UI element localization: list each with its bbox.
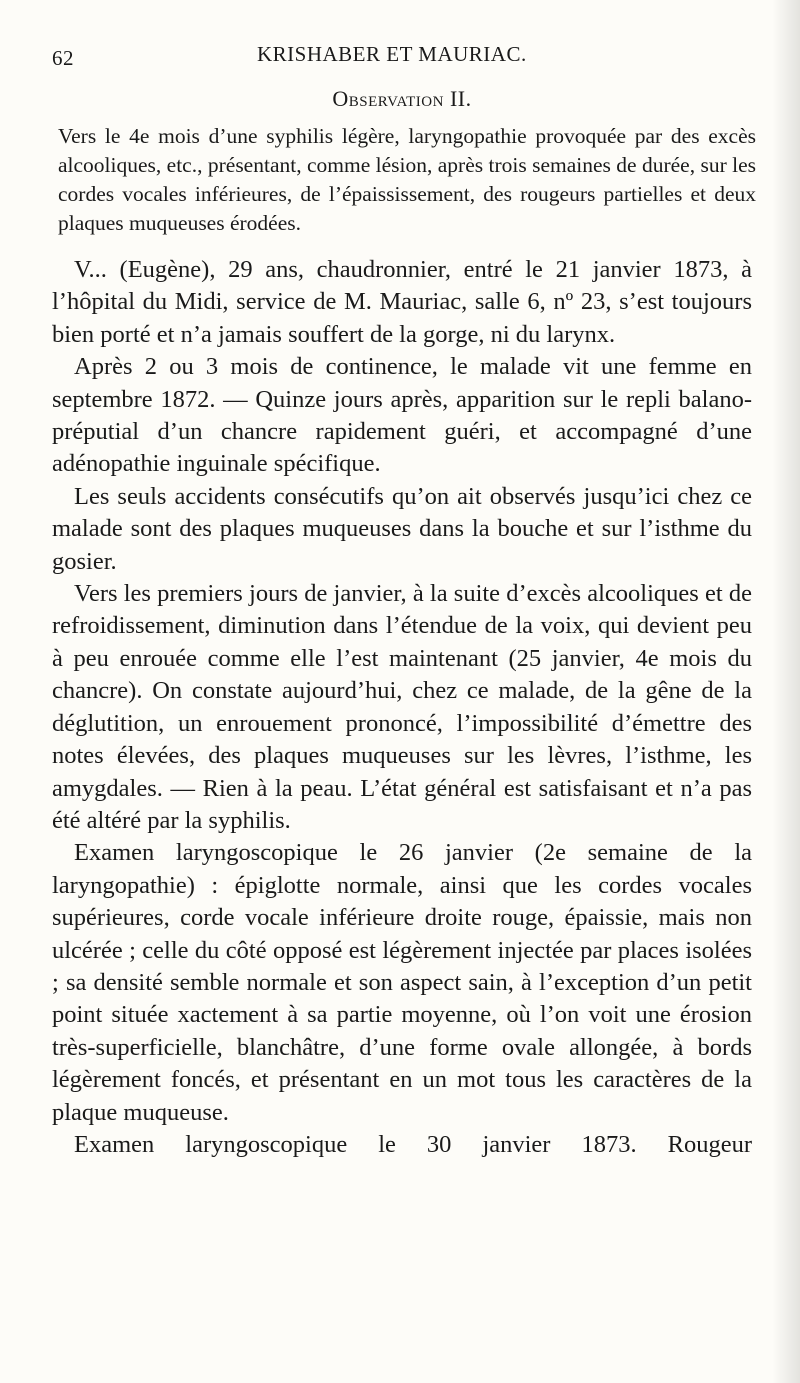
page-edge-shadow bbox=[772, 0, 800, 1383]
observation-summary: Vers le 4e mois d’une syphilis légère, laryngopathie provoquée par des excès alcooliques, etc., présentant, comme lésion, après trois semaines de durée, sur les cordes vocales inférieures, de l’épaississement, des rougeurs partielles et deux plaques muqueuses érodées. bbox=[58, 124, 756, 235]
running-head: KRISHABER ET MAURIAC. bbox=[257, 42, 527, 66]
paragraph: Examen laryngoscopique le 30 janvier 1873. Rougeur bbox=[74, 1130, 752, 1158]
page-number: 62 bbox=[52, 46, 74, 70]
paragraph: V... (Eugène), 29 ans, chaudronnier, entré le 21 janvier 1873, à l’hôpital du Midi, service de M. Mauriac, salle 6, nº 23, s’est toujours bien porté et n’a jamais souffert de la gorge, ni du larynx. bbox=[52, 256, 752, 348]
paragraph: Après 2 ou 3 mois de continence, le malade vit une femme en septembre 1872. — Quinze jours après, apparition sur le repli balano-préputial d’un chancre rapidement guéri, et accompagné d’une adénopathie inguinale spécifique. bbox=[52, 353, 752, 478]
paragraph: Examen laryngoscopique le 26 janvier (2e semaine de la laryngopathie) : épiglotte normale, ainsi que les cordes vocales supérieures, corde vocale inférieure droite rouge, épaissie, mais non ulcérée ; celle du côté opposé est légèrement injectée par places isolées ; sa densité semble normale et son aspect sain, à l’exception d’un petit point située xactement à sa partie moyenne, où l’on voit une érosion très-superficielle, blanchâtre, d’une forme ovale allongée, à bords légèrement foncés, et présentant en un mot tous les caractères de la plaque muqueuse. bbox=[52, 839, 752, 1126]
section-title: Observation II. bbox=[332, 86, 472, 111]
paragraph: Vers les premiers jours de janvier, à la suite d’excès alcooliques et de refroidissement, diminution dans l’étendue de la voix, qui devient peu à peu enrouée comme elle l’est maintenant (25 janvier, 4e mois du chancre). On constate aujourd’hui, chez ce malade, de la gêne de la déglutition, un enrouement prononcé, l’impossibilité d’émettre des notes élevées, des plaques muqueuses sur les lèvres, l’isthme, les amygdales. — Rien à la peau. L’état général est satisfaisant et n’a pas été altéré par la syphilis. bbox=[52, 580, 752, 834]
page-header bbox=[52, 30, 752, 74]
body-text bbox=[52, 254, 752, 1161]
paragraph: Les seuls accidents consécutifs qu’on ait observés jusqu’ici chez ce malade sont des plaques muqueuses dans la bouche et sur l’isthme du gosier. bbox=[52, 482, 752, 575]
